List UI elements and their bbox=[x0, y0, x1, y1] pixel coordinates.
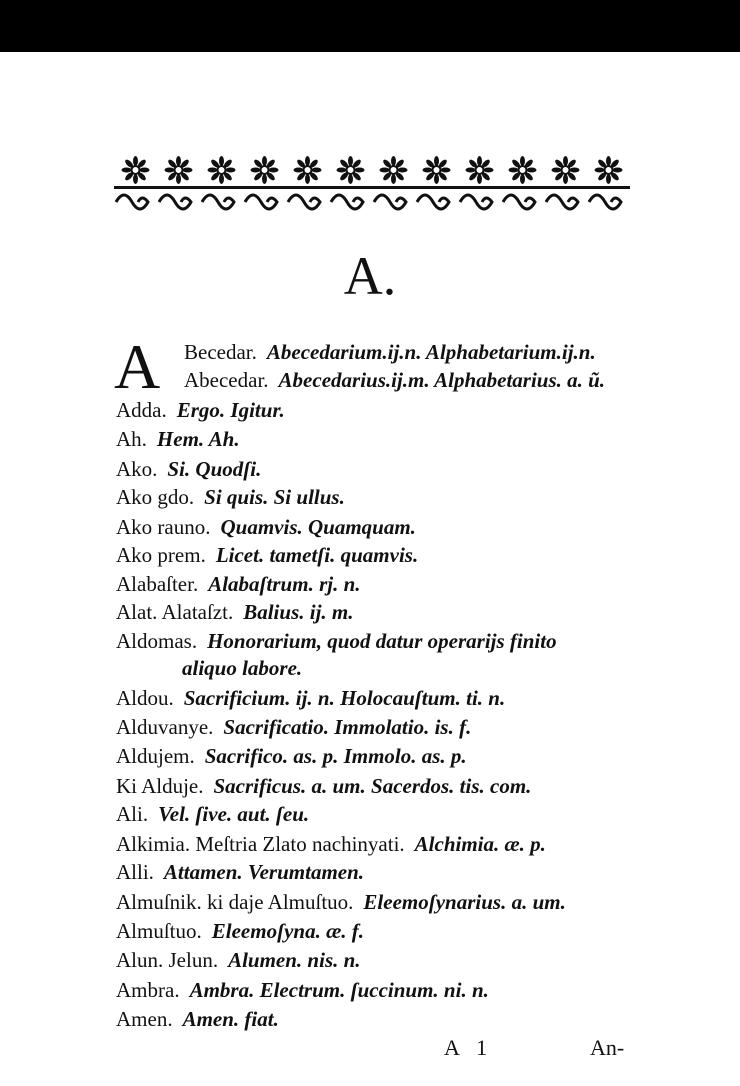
entry-term: Ako gdo. bbox=[116, 485, 195, 509]
entry-latin-gloss: Amen. fiat. bbox=[182, 1007, 279, 1031]
entry-latin-gloss: Alumen. nis. n. bbox=[228, 948, 361, 972]
entry-latin-gloss: Alchimia. æ. p. bbox=[414, 832, 546, 856]
entry-term: Ako. bbox=[116, 457, 158, 481]
dictionary-entry bbox=[116, 772, 716, 800]
entry-latin-gloss: Honorarium, quod datur operarijs finito bbox=[207, 629, 557, 653]
entry-term: Alabaſter. bbox=[116, 572, 199, 596]
dictionary-entry bbox=[116, 742, 716, 770]
entry-term: Becedar. bbox=[184, 340, 257, 364]
entry-latin-gloss: Attamen. Verumtamen. bbox=[163, 860, 365, 884]
entry-term: Alduvanye. bbox=[116, 715, 214, 739]
dictionary-entry bbox=[116, 946, 716, 974]
entry-latin-gloss: Eleemoſynarius. a. um. bbox=[363, 890, 566, 914]
entry-term: Ako prem. bbox=[116, 543, 206, 567]
dictionary-entry bbox=[116, 627, 716, 655]
entry-latin-gloss: aliquo labore. bbox=[182, 656, 303, 680]
entry-term: Ambra. bbox=[116, 978, 180, 1002]
entry-latin-gloss: Licet. tametſi. quamvis. bbox=[215, 543, 419, 567]
dictionary-entry bbox=[116, 541, 716, 569]
dictionary-entry bbox=[116, 513, 716, 541]
entry-latin-gloss: Abecedarium.ij.n. Alphabetarium.ij.n. bbox=[266, 340, 596, 364]
entry-latin-gloss: Si quis. Si ullus. bbox=[204, 485, 345, 509]
entry-latin-gloss: Hem. Ah. bbox=[156, 427, 240, 451]
printer-signature-mark: A 1 bbox=[444, 1035, 494, 1060]
entry-term: Abecedar. bbox=[184, 368, 269, 392]
dictionary-entry bbox=[116, 713, 716, 741]
dictionary-entry bbox=[116, 917, 716, 945]
dictionary-entry bbox=[116, 800, 716, 828]
entry-latin-gloss: Sacrificium. ij. n. Holocauſtum. ti. n. bbox=[183, 686, 506, 710]
entry-term: Ako rauno. bbox=[116, 515, 211, 539]
entry-term: Alun. Jelun. bbox=[116, 948, 219, 972]
section-heading-letter: A. bbox=[343, 246, 397, 306]
entry-latin-gloss: Sacrificatio. Immolatio. is. f. bbox=[223, 715, 472, 739]
entry-latin-gloss: Abecedarius.ij.m. Alphabetarius. a. ũ. bbox=[278, 368, 606, 392]
dictionary-entry bbox=[116, 888, 716, 916]
entry-latin-gloss: Si. Quodſi. bbox=[167, 457, 262, 481]
entry-term: Adda. bbox=[116, 398, 167, 422]
entry-latin-gloss: Alabaſtrum. rj. n. bbox=[208, 572, 361, 596]
dictionary-entry bbox=[184, 338, 740, 366]
catchword: An- bbox=[590, 1035, 625, 1060]
entry-latin-gloss: Sacrificus. a. um. Sacerdos. tis. com. bbox=[213, 774, 532, 798]
dictionary-entry bbox=[116, 830, 716, 858]
dictionary-entry bbox=[172, 654, 740, 682]
dictionary-entry bbox=[116, 976, 716, 1004]
entry-latin-gloss: Ergo. Igitur. bbox=[176, 398, 285, 422]
dictionary-entry bbox=[116, 455, 716, 483]
dictionary-entry bbox=[116, 1005, 716, 1033]
dictionary-entry bbox=[116, 684, 716, 712]
dictionary-entry bbox=[116, 598, 716, 626]
entry-term: Amen. bbox=[116, 1007, 173, 1031]
entry-latin-gloss: Eleemoſyna. æ. f. bbox=[211, 919, 364, 943]
dictionary-entry bbox=[116, 396, 716, 424]
dictionary-entry bbox=[116, 425, 716, 453]
entry-latin-gloss: Quamvis. Quamquam. bbox=[220, 515, 416, 539]
entry-term: Ki Alduje. bbox=[116, 774, 204, 798]
entry-term: Alkimia. Meſtria Zlato nachinyati. bbox=[116, 832, 405, 856]
entry-term: Aldomas. bbox=[116, 629, 198, 653]
entry-term: Aldou. bbox=[116, 686, 174, 710]
drop-cap-letter: A bbox=[114, 331, 161, 402]
entry-term: Almuſnik. ki daje Almuſtuo. bbox=[116, 890, 354, 914]
entry-latin-gloss: Sacrifico. as. p. Immolo. as. p. bbox=[204, 744, 467, 768]
entry-latin-gloss: Balius. ij. m. bbox=[243, 600, 354, 624]
dictionary-entry bbox=[184, 366, 740, 394]
entry-latin-gloss: Ambra. Electrum. ſuccinum. ni. n. bbox=[189, 978, 489, 1002]
dictionary-entry bbox=[116, 483, 716, 511]
dictionary-entry bbox=[116, 570, 716, 598]
entry-term: Aldujem. bbox=[116, 744, 195, 768]
entry-term: Ah. bbox=[116, 427, 147, 451]
entry-term: Ali. bbox=[116, 802, 149, 826]
entry-term: Alli. bbox=[116, 860, 154, 884]
entry-term: Almuſtuo. bbox=[116, 919, 202, 943]
entry-latin-gloss: Vel. ſive. aut. ſeu. bbox=[158, 802, 310, 826]
entry-term: Alat. Alataſzt. bbox=[116, 600, 234, 624]
dictionary-entry bbox=[116, 858, 716, 886]
